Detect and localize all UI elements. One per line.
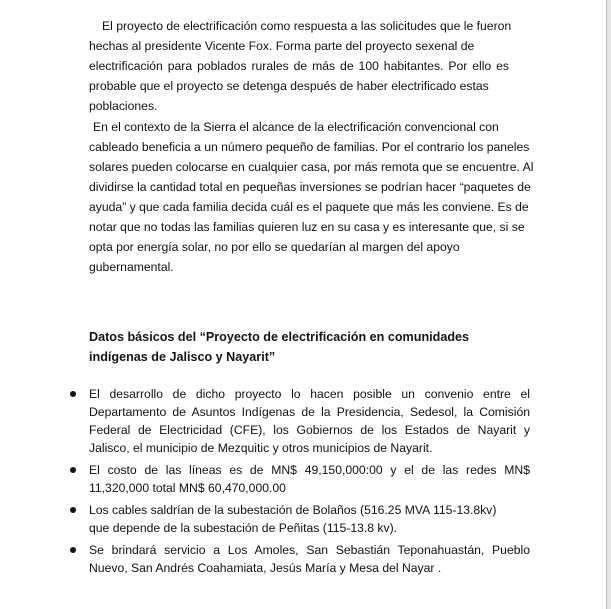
paragraph-line: solares pueden colocarse en cualquier casa, por más remota que se encuentre. Al [89,160,534,174]
paragraph-line: poblaciones. [89,99,158,113]
bullet-icon [70,507,76,513]
paragraph-line: probable que el proyecto se detenga después de haber electrificado estas [89,79,489,93]
list-item [70,501,530,537]
paragraph-line: dividirse la cantidad total en pequeñas inversiones se podrían hacer “paquetes de [89,180,531,194]
paragraph-line: notar que no todas las familias quieren luz en su casa y es interesante que, si se [89,220,525,234]
paragraph-line: En el contexto de la Sierra el alcance de la electrificación convencional con [93,120,499,134]
list-item-line: Los cables saldrían de la subestación de Bolaños (516.25 MVA 115-13.8kv) [89,503,497,517]
heading-line: indígenas de Jalisco y Nayarit” [89,350,276,364]
paragraph-line: gubernamental. [89,260,174,274]
list-item [70,385,530,457]
bullet-icon [70,547,76,553]
paragraph-line: El proyecto de electrificación como respuesta a las solicitudes que le fueron [102,19,512,33]
list-item [70,541,530,577]
project-facts-list [70,385,530,581]
paragraph-line: cableado beneficia a un número pequeño de familias. Por el contrario los paneles [89,140,530,154]
list-item [70,461,530,497]
paragraph-sierra-context [89,117,534,277]
list-item-line: El desarrollo de dicho proyecto lo hacen posible un convenio entre el [89,387,530,401]
page-edge-divider [606,0,611,609]
list-item-line: 11,320,000 total MN$ 60,470,000.00 [89,481,286,495]
list-item-line: Departamento de Asuntos Indígenas de la Presidencia, Sedesol, la Comisión [89,405,530,419]
paragraph-electrification-project [89,16,512,116]
paragraph-line: ayuda” y que cada familia decida cuál es el paquete que más les conviene. Es de [89,200,529,214]
bullet-icon [70,391,76,397]
paragraph-line: electrificación para poblados rurales de más de 100 habitantes. Por ello es [89,59,509,73]
bullet-icon [70,467,76,473]
section-heading [89,327,519,367]
list-item-line: El costo de las líneas es de MN$ 49,150,000:00 y el de las redes MN$ [89,463,530,477]
list-item-line: Se brindará servicio a Los Amoles, San Sebastián Teponahuastán, Pueblo [89,543,530,557]
list-item-line: Nuevo, San Andrés Coahamiata, Jesús María y Mesa del Nayar . [89,561,442,575]
list-item-line: Jalisco, el municipio de Mezquitic y otros municipios de Nayarit. [89,441,433,455]
heading-line: Datos básicos del “Proyecto de electrificación en comunidades [89,330,470,344]
paragraph-line: hechas al presidente Vicente Fox. Forma parte del proyecto sexenal de [89,39,475,53]
list-item-line: Federal de Electricidad (CFE), los Gobiernos de los Estados de Nayarit y [89,423,530,437]
list-item-line: que depende de la subestación de Peñitas (115-13.8 kv). [89,521,398,535]
paragraph-line: opta por energía solar, no por ello se quedarían al margen del apoyo [89,240,460,254]
